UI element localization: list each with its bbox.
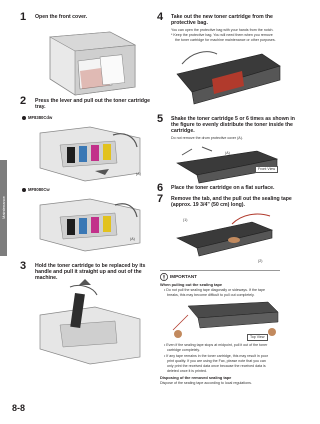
imp-bullet3-l3: only print the received data once because the received data is: [167, 364, 266, 368]
step-1-title: Open the front cover.: [35, 14, 88, 20]
sealing-tape-illustration: [172, 210, 282, 260]
disposing-body: Dispose of the sealing tape according to local regulations.: [160, 381, 252, 385]
tray-pull-illustration-a: [35, 123, 145, 185]
when-pulling-heading: When pulling out the sealing tape: [160, 282, 223, 287]
step-2-title-l1: Press the lever and pull out the toner cartridge: [35, 98, 151, 104]
step-4-body-l1: You can open the protective bag with your hands from the notch.: [171, 28, 274, 32]
step-5-number: 5: [157, 113, 164, 125]
printer-open-cover-illustration: [40, 27, 140, 97]
imp-bullet3-l1: • If any tape remains in the toner cartridge, this may result in poor: [164, 354, 268, 358]
step-5-title-l3: cartridge.: [171, 128, 195, 134]
step-4-title-l2: protective bag.: [171, 20, 208, 26]
step-7-title-l2: (approx. 19 3/4" (50 cm) long).: [171, 202, 245, 208]
step-5-title-l2: the figure to evenly distribute the toner inside the: [171, 122, 293, 128]
step-6-number: 6: [157, 182, 164, 194]
tray-pull-illustration-b: [35, 195, 145, 255]
front-view-label: Front View: [255, 166, 278, 173]
important-divider: [160, 270, 280, 271]
imp-bullet1-l1: • Do not pull the sealing tape diagonally or sideways. If the tape: [164, 288, 265, 292]
callout-2-step7: (2): [258, 259, 263, 263]
imp-bullet3-l2: print quality. If you are using the Fax, please note that you can: [167, 359, 266, 363]
page-number: 8-8: [12, 403, 26, 413]
bullet-icon: [22, 116, 26, 120]
important-icon: [160, 273, 168, 281]
cartridge-bag-illustration: [172, 44, 282, 114]
step-3-title-l2: handle and pull it straight up and out of the: [35, 269, 142, 275]
imp-bullet2-l1: • Even if the sealing tape stops at midpoint, pull it out of the toner: [164, 343, 268, 347]
step-2-title-l2: tray.: [35, 104, 46, 110]
side-tab: [0, 160, 7, 256]
callout-1-step7: (1): [183, 218, 188, 222]
step-2-number: 2: [20, 95, 27, 107]
step-3-title-l3: machine.: [35, 275, 58, 281]
step-4-title-l1: Take out the new toner cartridge from the: [171, 14, 273, 20]
side-tab-label: Maintenance: [1, 196, 6, 220]
bullet-icon: [22, 188, 26, 192]
step-7-number: 7: [157, 193, 164, 205]
step-7-title-l1: Remove the tab, and the pull out the sealing tape: [171, 196, 292, 202]
cartridge-shake-illustration: [172, 143, 282, 185]
step-1-number: 1: [20, 11, 27, 23]
step-4-number: 4: [157, 11, 164, 23]
model-a-heading: MF8380Cdw: [22, 115, 52, 120]
step-5-title-l1: Shake the toner cartridge 5 or 6 times as shown in: [171, 116, 295, 122]
callout-a-model-b: (A): [130, 237, 135, 241]
important-title: IMPORTANT: [170, 274, 197, 279]
step-3-number: 3: [20, 260, 27, 272]
step-4-body-l2: * Keep the protective bag. You will need them when you remove: [171, 33, 273, 37]
step-6-title: Place the toner cartridge on a flat surface.: [171, 185, 275, 191]
imp-bullet1-l2: breaks, this may become difficult to pull out completely.: [167, 293, 255, 297]
callout-a-step5: (A): [225, 151, 230, 155]
cartridge-lift-illustration: [35, 285, 145, 365]
disposing-heading: Disposing of the removed sealing tape: [160, 375, 232, 380]
imp-bullet2-l2: cartridge completely.: [167, 348, 200, 352]
top-view-label: Top View: [247, 334, 268, 341]
step-5-body: Do not remove the drum protective cover (A).: [171, 136, 243, 140]
step-3-title-l1: Hold the toner cartridge to be replaced by its: [35, 263, 146, 269]
imp-bullet3-l4: deleted once it is printed.: [167, 369, 207, 373]
callout-a-model-a: (A): [136, 172, 141, 176]
model-b-heading: MF8080Cw: [22, 187, 50, 192]
step-4-body-l3: the toner cartridge for machine maintenance or other purposes.: [175, 38, 276, 42]
